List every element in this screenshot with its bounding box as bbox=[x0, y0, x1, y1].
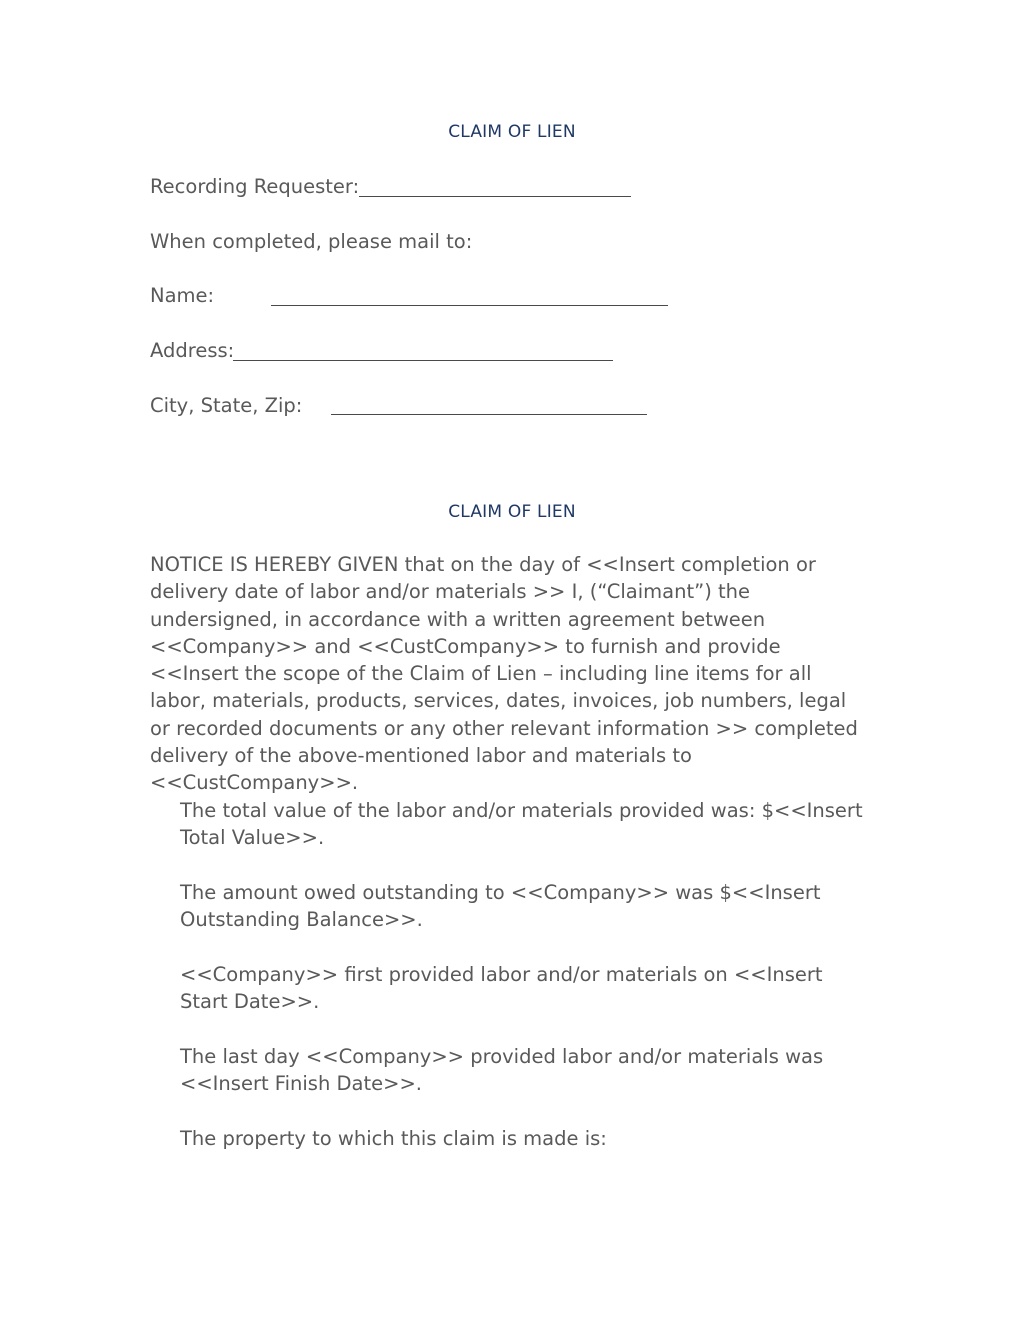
name-blank[interactable] bbox=[271, 305, 668, 306]
property-statement: The property to which this claim is made is: bbox=[180, 1127, 607, 1150]
recording-requester-label: Recording Requester: bbox=[150, 175, 360, 198]
city-state-zip-blank[interactable] bbox=[331, 414, 647, 415]
form-title: CLAIM OF LIEN bbox=[448, 122, 576, 142]
address-label: Address: bbox=[150, 339, 235, 362]
total-value-statement: The total value of the labor and/or materials provided was: $<<Insert Total Value>>. bbox=[180, 799, 863, 850]
city-state-zip-label: City, State, Zip: bbox=[150, 394, 303, 417]
section-title: CLAIM OF LIEN bbox=[448, 502, 576, 522]
notice-paragraph: NOTICE IS HEREBY GIVEN that on the day of <<Insert completion or delivery date of labor and/or materials >> I, (“Claimant”) the undersigned, in accordance with a written agreement between <<Company>> and <<CustCompany>> to furnish and provide <<Insert the scope of the Claim of Lien – including line items for all labor, materials, products, services, dates, invoices, job numbers, legal or recorded documents or any other relevant information >> completed delivery of the above-mentioned labor and materials to <<CustCompany>>. bbox=[150, 553, 858, 795]
name-label: Name: bbox=[150, 284, 215, 307]
mail-to-label: When completed, please mail to: bbox=[150, 230, 473, 253]
finish-date-statement: The last day <<Company>> provided labor and/or materials was <<Insert Finish Date>>. bbox=[180, 1045, 824, 1096]
start-date-statement: <<Company>> first provided labor and/or materials on <<Insert Start Date>>. bbox=[180, 963, 823, 1014]
outstanding-balance-statement: The amount owed outstanding to <<Company>> was $<<Insert Outstanding Balance>>. bbox=[180, 881, 821, 932]
address-blank[interactable] bbox=[233, 360, 613, 361]
recording-requester-blank[interactable] bbox=[359, 196, 631, 197]
